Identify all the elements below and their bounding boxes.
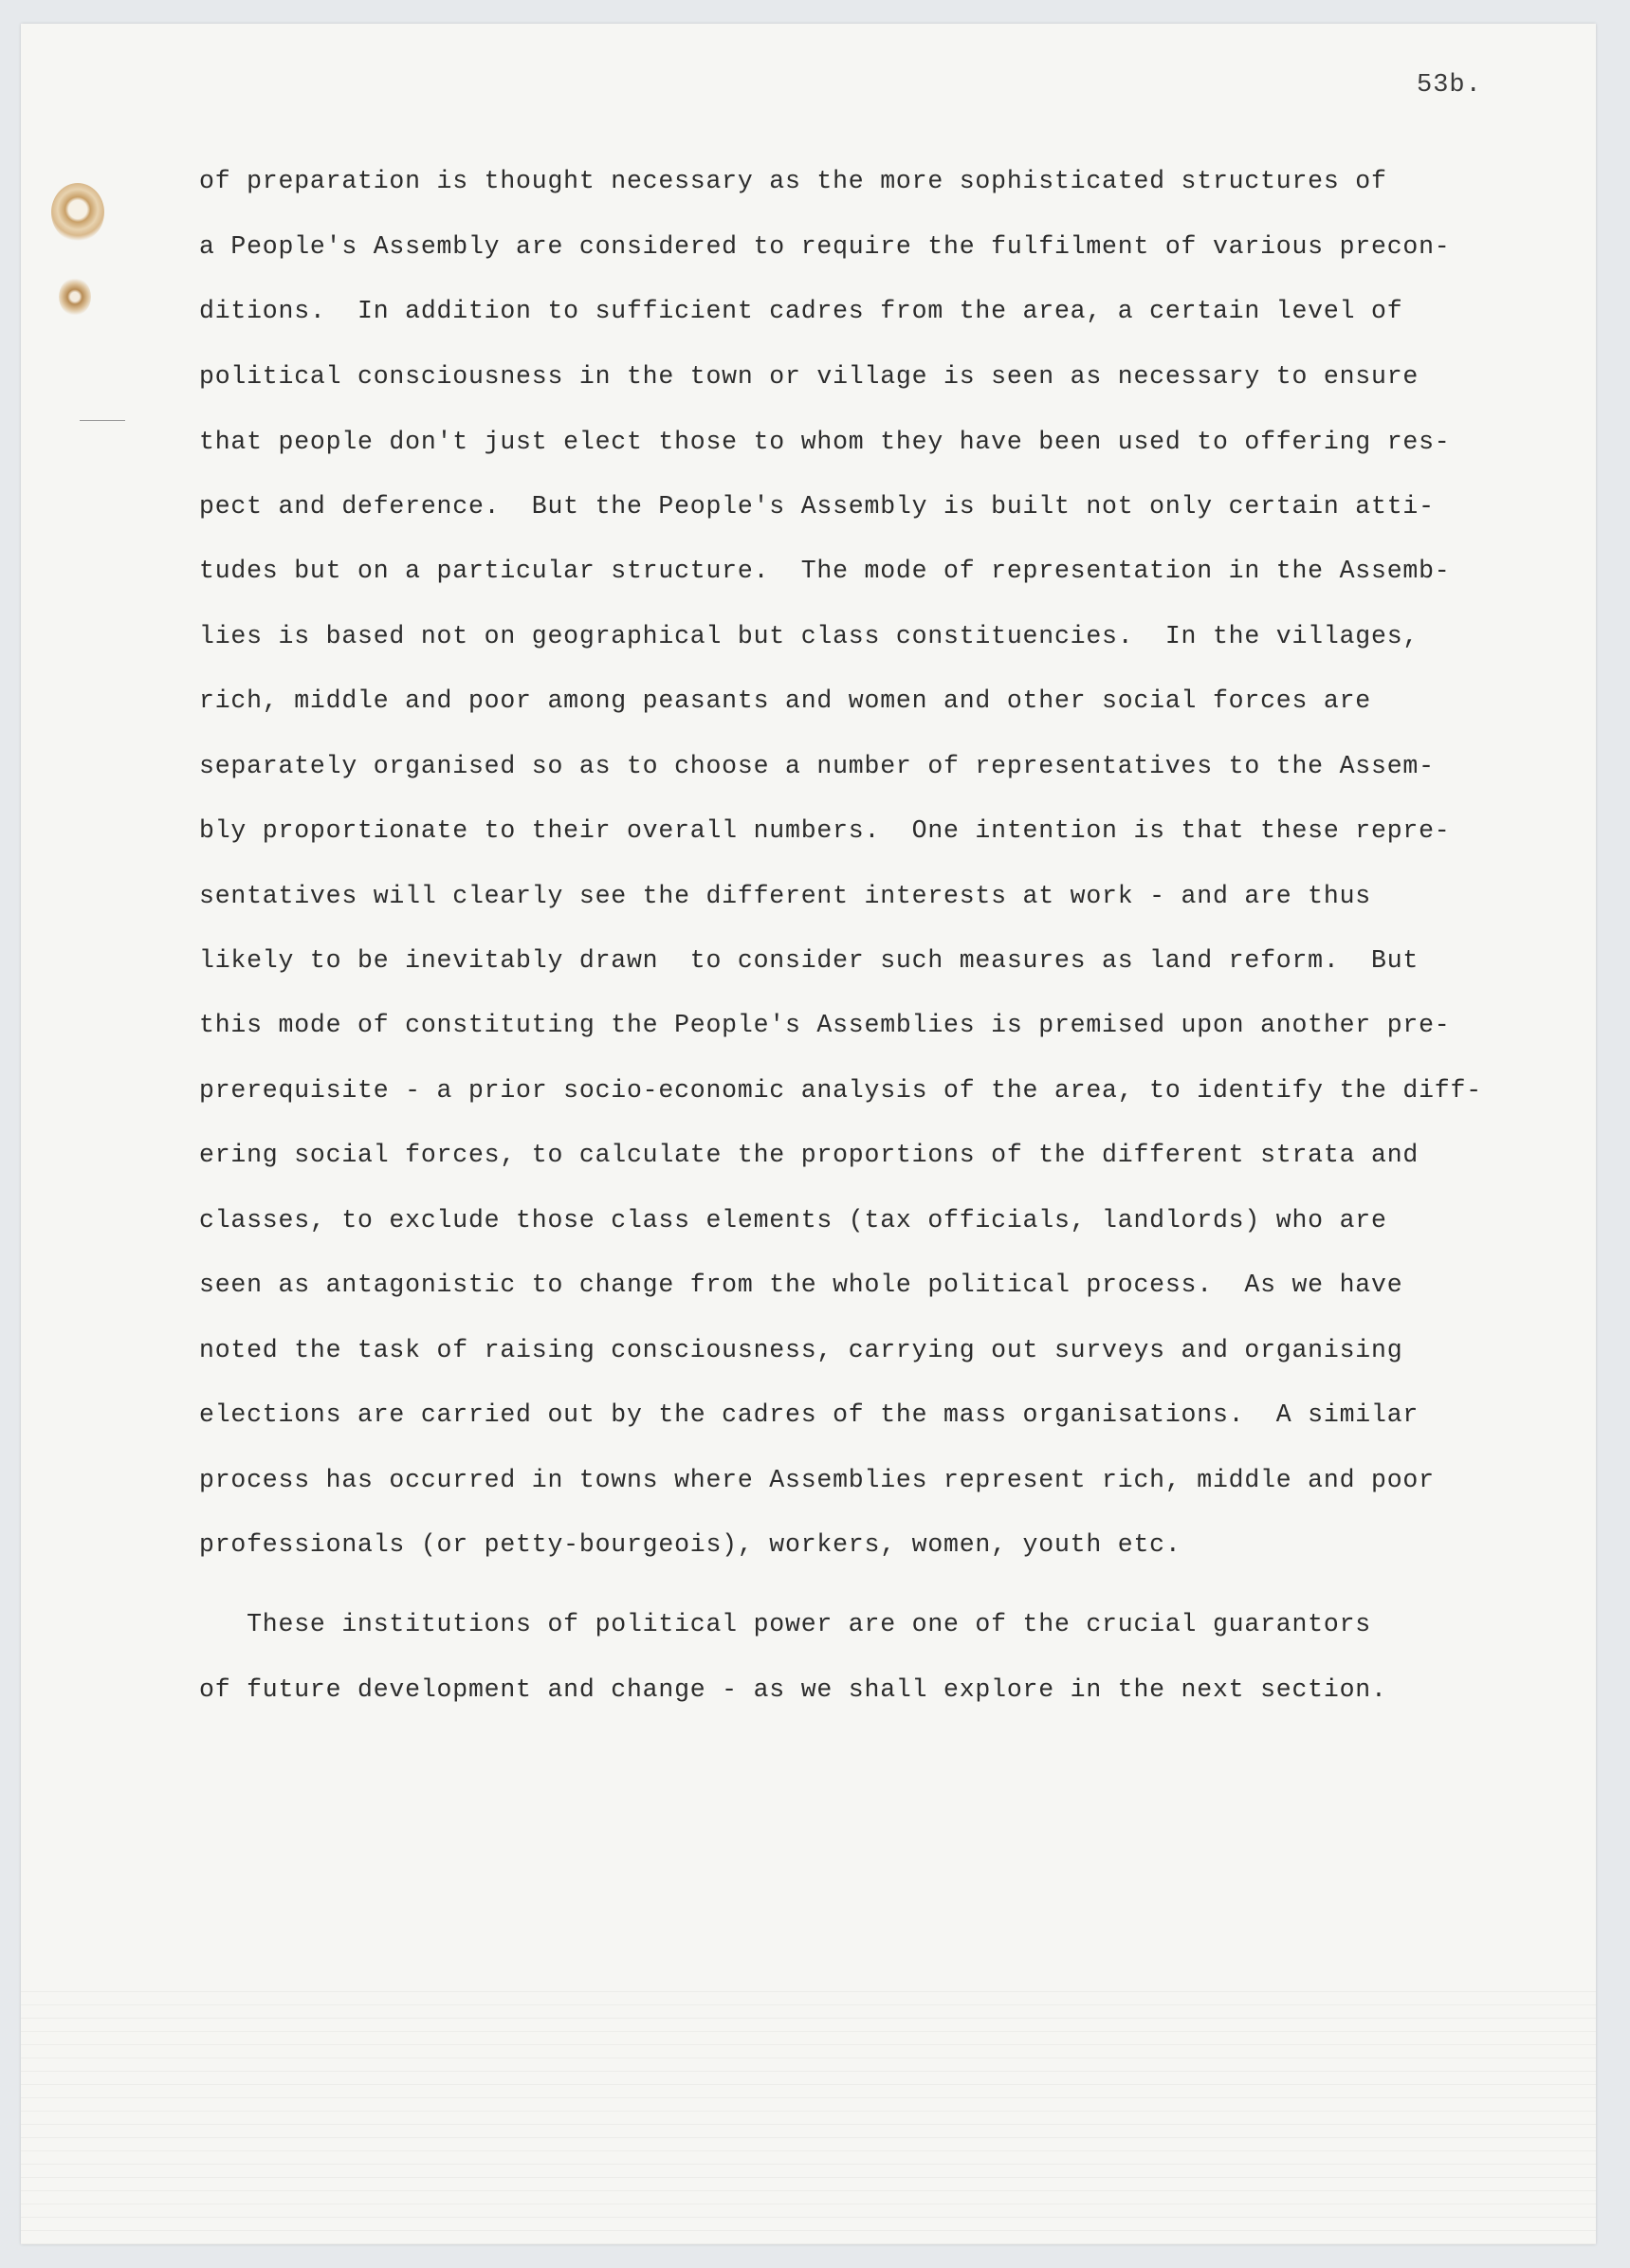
text-line: bly proportionate to their overall numbers. One intention is that these repre- — [199, 816, 1451, 845]
text-line: sentatives will clearly see the different interests at work - and are thus — [199, 882, 1371, 910]
text-line: ditions. In addition to sufficient cadres from the area, a certain level of — [199, 297, 1403, 325]
text-line: of future development and change - as we shall explore in the next section. — [199, 1675, 1387, 1704]
text-line: tudes but on a particular structure. The mode of representation in the Assemb- — [199, 557, 1451, 585]
text-line: political consciousness in the town or village is seen as necessary to ensure — [199, 362, 1419, 391]
text-line: rich, middle and poor among peasants and women and other social forces are — [199, 686, 1371, 715]
scan-artifact — [21, 1979, 1596, 2244]
text-line: a People's Assembly are considered to require the fulfilment of various precon- — [199, 232, 1451, 261]
text-line: separately organised so as to choose a number of representatives to the Assem- — [199, 752, 1435, 780]
stain-mark — [51, 183, 104, 242]
text-line: this mode of constituting the People's Assemblies is premised upon another pre- — [199, 1011, 1451, 1039]
stain-mark — [59, 278, 91, 316]
text-line: prerequisite - a prior socio-economic analysis of the area, to identify the diff- — [199, 1076, 1482, 1105]
text-line: elections are carried out by the cadres of the mass organisations. A similar — [199, 1400, 1419, 1429]
text-line: noted the task of raising consciousness, carrying out surveys and organising — [199, 1336, 1403, 1364]
text-line: likely to be inevitably drawn to consider such measures as land reform. But — [199, 946, 1419, 975]
text-line: of preparation is thought necessary as the more sophisticated structures of — [199, 167, 1387, 195]
text-line: that people don't just elect those to whom they have been used to offering res- — [199, 428, 1451, 456]
text-line: pect and deference. But the People's Assembly is built not only certain atti- — [199, 492, 1435, 521]
text-line: seen as antagonistic to change from the whole political process. As we have — [199, 1271, 1403, 1299]
text-line: lies is based not on geographical but class constituencies. In the villages, — [199, 622, 1419, 650]
document-page — [21, 24, 1596, 2244]
margin-rule — [80, 420, 125, 421]
text-line: classes, to exclude those class elements (tax officials, landlords) who are — [199, 1206, 1387, 1235]
text-line: These institutions of political power are one of the crucial guarantors — [199, 1610, 1371, 1638]
text-line: professionals (or petty-bourgeois), workers, women, youth etc. — [199, 1530, 1181, 1559]
text-line: ering social forces, to calculate the proportions of the different strata and — [199, 1141, 1419, 1169]
text-line: process has occurred in towns where Assemblies represent rich, middle and poor — [199, 1466, 1435, 1494]
page-number: 53b. — [1417, 71, 1482, 100]
